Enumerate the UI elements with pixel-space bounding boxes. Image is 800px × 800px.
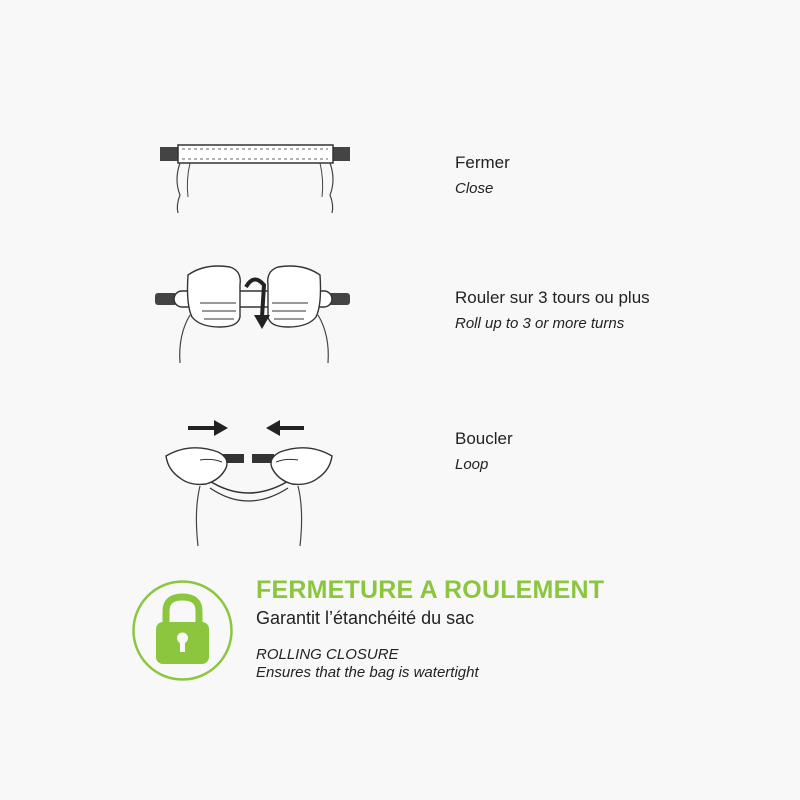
step-close-fr: Fermer <box>455 153 510 172</box>
step-loop <box>150 410 710 550</box>
banner-subtitle: Garantit l’étanchéité du sac <box>256 608 475 628</box>
step-roll-text <box>455 287 650 333</box>
step-roll-en: Roll up to 3 or more turns <box>455 315 625 332</box>
banner-en-subtitle: Ensures that the bag is watertight <box>256 664 479 681</box>
step-roll-fr: Rouler sur 3 tours ou plus <box>455 288 650 307</box>
closure-banner <box>256 575 726 630</box>
roll-bag-illustration <box>150 255 370 370</box>
padlock-icon <box>130 578 235 683</box>
step-close-text <box>455 152 510 198</box>
step-close <box>150 125 710 225</box>
step-close-en: Close <box>455 180 494 197</box>
step-loop-fr: Boucler <box>455 429 513 448</box>
step-loop-text <box>455 428 513 474</box>
step-roll <box>150 255 710 370</box>
step-loop-en: Loop <box>455 456 489 473</box>
banner-en-title: ROLLING CLOSURE <box>256 646 399 663</box>
close-bag-illustration <box>150 125 370 225</box>
closure-banner-en <box>256 646 726 682</box>
banner-title: FERMETURE A ROULEMENT <box>256 576 605 604</box>
loop-bag-illustration <box>150 410 370 550</box>
